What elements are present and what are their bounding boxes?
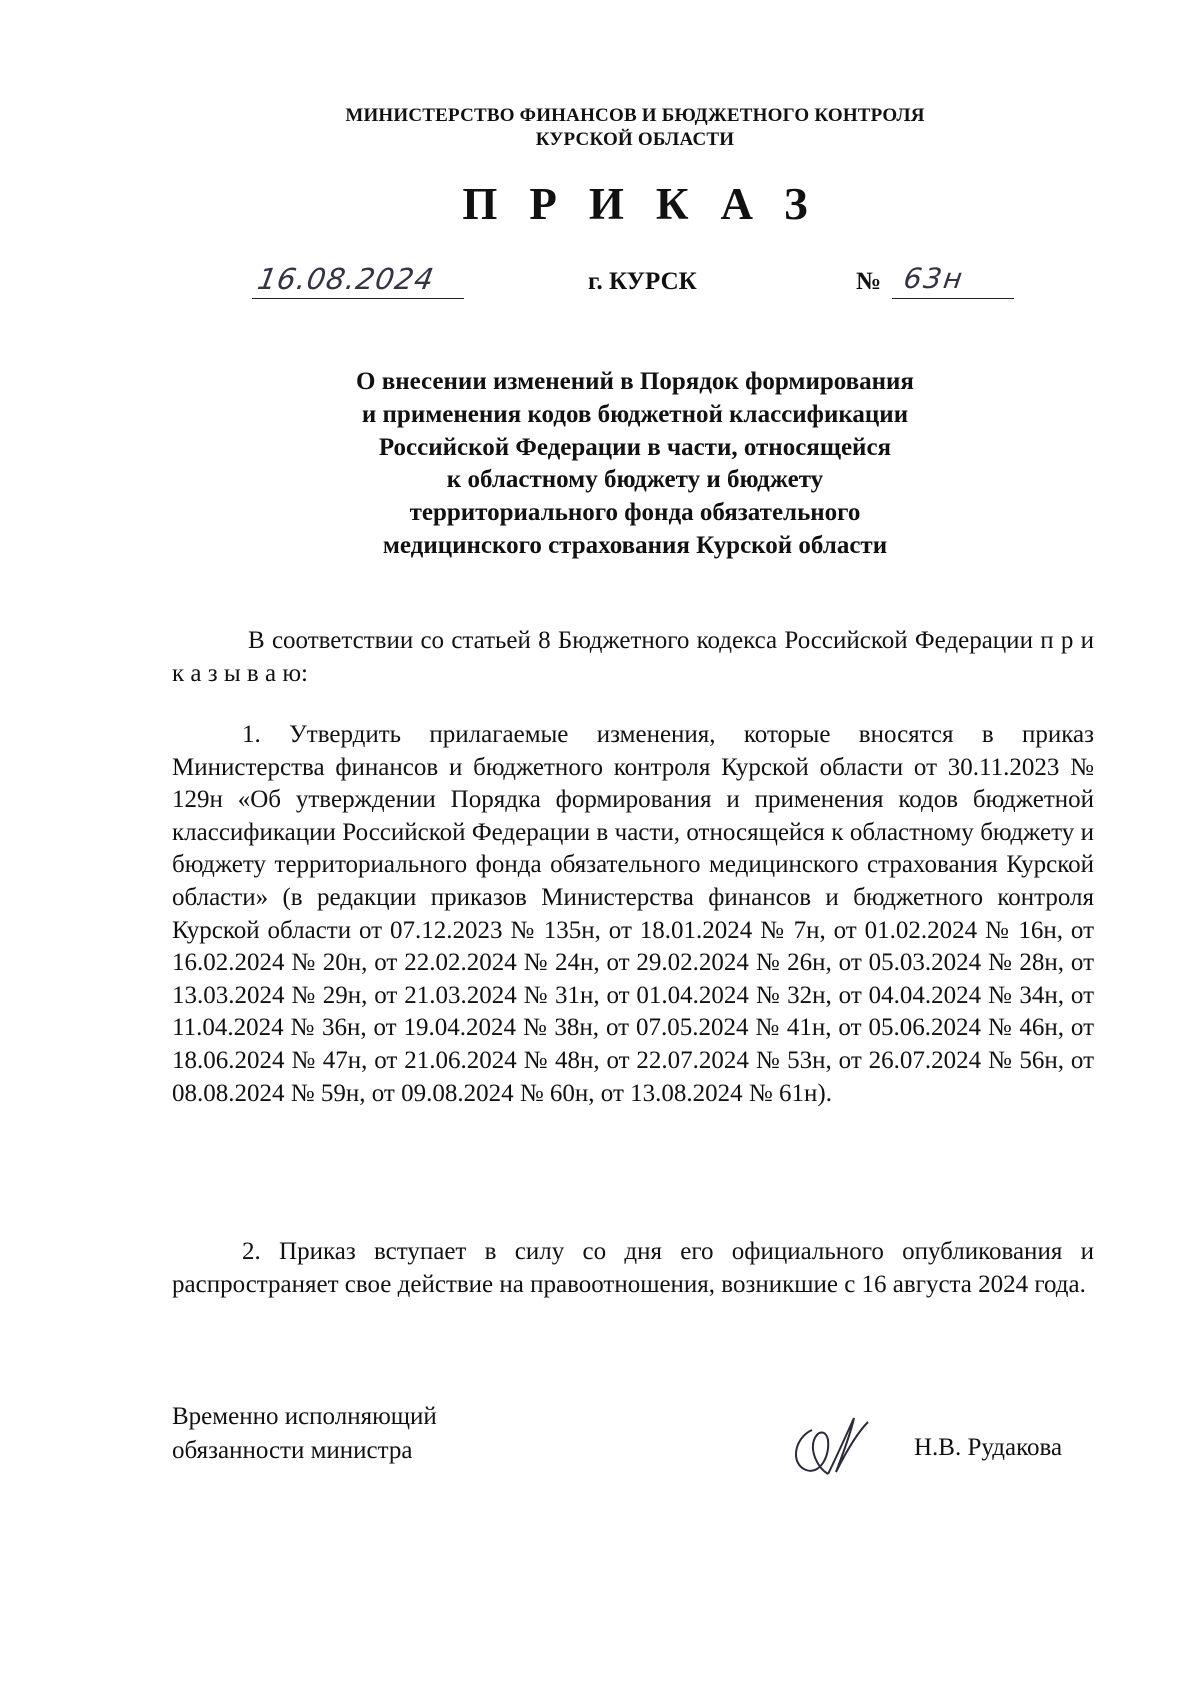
number-underline [892, 298, 1014, 299]
signatory-position [172, 1400, 437, 1468]
order-city: г. КУРСК [588, 268, 697, 295]
document-title-line: и применения кодов бюджетной классификации [361, 400, 909, 428]
ministry-name-line2: КУРСКОЙ ОБЛАСТИ [535, 129, 735, 150]
signatory-name: Н.В. Рудакова [914, 1434, 1063, 1461]
ministry-name-line1: МИНИСТЕРСТВО ФИНАНСОВ И БЮДЖЕТНОГО КОНТРОЛЯ [345, 105, 925, 126]
number-sign: № [856, 268, 882, 295]
ministry-name [0, 104, 1200, 152]
document-title-line: территориального фонда обязательного [409, 499, 861, 527]
document-type: ПРИКАЗ [462, 179, 840, 229]
signatory-position-line1: Временно исполняющий [172, 1403, 437, 1430]
signatory-position-line2: обязанности министра [172, 1437, 413, 1464]
item-2-paragraph: 2. Приказ вступает в силу со дня его официального опубликования и распространяет свое действие на правоотношения, возникшие с 16 августа 2024 года. [172, 1238, 1094, 1298]
document-title-line: к областному бюджету и бюджету [446, 466, 824, 494]
intro-paragraph: В соответствии со статьей 8 Бюджетного кодекса Российской Федерации п р и к а з ы в а ю: [172, 627, 1094, 687]
order-date: 16.08.2024 [255, 262, 438, 296]
handwritten-signature [784, 1400, 874, 1490]
document-title [0, 366, 1200, 563]
order-number: 63н [901, 262, 967, 295]
document-title-line: медицинского страхования Курской области [382, 531, 888, 559]
document-title-line: О внесении изменений в Порядок формирования [356, 368, 914, 395]
document-title-line: Российской Федерации в части, относящейся [378, 433, 892, 461]
item-1-paragraph: 1. Утвердить прилагаемые изменения, которые вносятся в приказ Министерства финансов и бюджетного контроля Курской области от 30.11.2023 № 129н «Об утверждении Порядка формирования и применения кодов бюджетной классификации Российской Федерации в части, относящейся к областному бюджету и бюджету территориального фонда обязательного медицинского страхования Курской области» (в редакции приказов Министерства финансов и бюджетного контроля Курской области от 07.12.2023 № 135н, от 18.01.2024 № 7н, от 01.02.2024 № 16н, от 16.02.2024 № 20н, от 22.02.2024 № 24н, от 29.02.2024 № 26н, от 05.03.2024 № 28н, от 13.03.2024 № 29н, от 21.03.2024 № 31н, от 01.04.2024 № 32н, от 04.04.2024 № 34н, от 11.04.2024 № 36н, от 19.04.2024 № 38н, от 07.05.2024 № 41н, от 05.06.2024 № 46н, от 18.06.2024 № 47н, от 21.06.2024 № 48н, от 22.07.2024 № 53н, от 26.07.2024 № 56н, от 08.08.2024 № 59н, от 09.08.2024 № 60н, от 13.08.2024 № 61н). [172, 721, 1094, 1107]
date-underline [252, 298, 464, 299]
